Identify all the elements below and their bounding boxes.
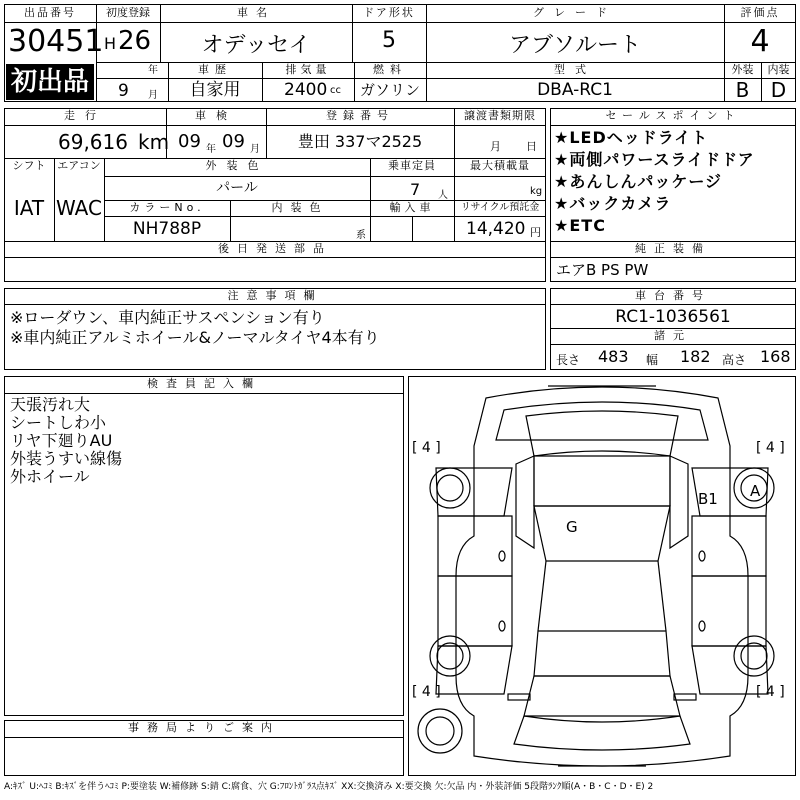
width-label: 幅 xyxy=(646,353,659,367)
specs-label: 諸元 xyxy=(654,329,692,342)
capacity-unit: 人 xyxy=(438,190,448,201)
model: DBA-RC1 xyxy=(537,80,613,100)
inspector-label: 検査員記入欄 xyxy=(147,377,261,390)
sales-points-label: セールスポイント xyxy=(605,109,741,122)
displacement-label: 排気量 xyxy=(285,63,331,76)
mileage-unit: km xyxy=(138,130,170,154)
sales-point-item: ★バックカメラ xyxy=(554,194,672,213)
inspector-line: シートしわ小 xyxy=(10,413,107,432)
aircon: WAC xyxy=(56,196,102,220)
tire-tread-front-left: [ 4 ] xyxy=(412,440,441,456)
tire-tread-rear-left: [ 4 ] xyxy=(412,684,441,700)
note-line: ※ローダウン、車内純正サスペンション有り xyxy=(10,308,325,327)
fuel: ガソリン xyxy=(359,81,420,99)
legend: A:ｷｽﾞ U:ﾍｺﾐ B:ｷｽﾞを伴うﾍｺﾐ P:要塗装 W:補修跡 S:錆 C:腐食、穴 G:ﾌﾛﾝﾄｶﾞﾗｽ点ｷｽﾞ XX:交換済み X:要交換 欠:欠品 内・外装評価 5段階ﾗﾝｸ順(A・B・C・D・E) 2 xyxy=(4,782,654,792)
length-label: 長さ xyxy=(556,353,581,367)
interior-label: 内装 xyxy=(767,63,790,76)
tire-tread-rear-right: [ 4 ] xyxy=(756,684,785,700)
later-parts-label: 後日発送部品 xyxy=(218,242,332,255)
sales-point-item: ★ETC xyxy=(554,216,606,235)
grade: アブソルート xyxy=(508,33,641,58)
interior-color-label: 内装色 xyxy=(271,201,329,214)
exterior-color: パール xyxy=(216,180,258,196)
first-listing-text: 初出品 xyxy=(10,67,89,97)
score: 4 xyxy=(750,24,770,59)
sales-point-item: ★あんしんパッケージ xyxy=(554,172,723,191)
history: 自家用 xyxy=(189,80,241,100)
registration-number-label: 登録番号 xyxy=(326,109,394,122)
chassis-number: RC1-1036561 xyxy=(615,307,731,327)
first-registration-year: 26 xyxy=(118,26,152,56)
color-number-label: カラーNo. xyxy=(129,201,205,214)
inspector-line: 外装うすい線傷 xyxy=(10,449,123,468)
tire-tread-front-right: [ 4 ] xyxy=(756,440,785,456)
inspection-month-unit: 月 xyxy=(250,144,260,155)
damage-mark: B1 xyxy=(698,490,718,508)
damage-mark: A xyxy=(750,482,761,500)
transfer-day-unit: 日 xyxy=(526,140,537,153)
exterior-grade: B xyxy=(735,78,750,102)
car-name: オデッセイ xyxy=(201,33,311,58)
max-load-label: 最大積載量 xyxy=(470,159,530,172)
mileage: 69,616 xyxy=(58,130,128,154)
inspector-line: 外ホイール xyxy=(10,467,90,486)
equipment: エアB PS PW xyxy=(556,261,649,279)
inspector-line: リヤ下廻りAU xyxy=(10,431,113,450)
sales-point-item: ★両側パワースライドドア xyxy=(554,150,755,169)
mileage-label: 走行 xyxy=(64,109,106,122)
door-label: ドア形状 xyxy=(363,6,415,19)
capacity-label: 乗車定員 xyxy=(388,159,436,172)
transfer-month-unit: 月 xyxy=(490,140,501,153)
score-label: 評価点 xyxy=(740,6,780,19)
month-unit: 月 xyxy=(148,90,158,101)
inspection-label: 車検 xyxy=(195,109,237,122)
max-load-unit: kg xyxy=(530,186,543,197)
recycle-label: リサイクル預託金 xyxy=(460,202,540,213)
transfer-deadline-label: 譲渡書類期限 xyxy=(464,109,536,122)
color-number: NH788P xyxy=(132,219,202,239)
displacement: 2400 xyxy=(284,80,328,100)
equipment-label: 純正装備 xyxy=(635,242,711,255)
height-value: 168 xyxy=(760,347,791,366)
import-label: 輸入車 xyxy=(389,201,435,214)
note-line: ※車内純正アルミホイール&ノーマルタイヤ4本有り xyxy=(10,328,380,347)
shift: IAT xyxy=(13,196,45,220)
displacement-unit: cc xyxy=(330,85,341,96)
sales-point-item: ★LEDヘッドライト xyxy=(554,128,709,147)
width-value: 182 xyxy=(680,347,711,366)
lot-number: 30451 xyxy=(8,24,104,59)
first-registration-label: 初度登録 xyxy=(106,6,150,19)
recycle-amount: 14,420 xyxy=(466,219,526,239)
length-value: 483 xyxy=(598,347,629,366)
recycle-unit: 円 xyxy=(530,226,541,239)
exterior-label: 外装 xyxy=(731,63,754,76)
damage-mark: G xyxy=(566,518,578,536)
inspector-line: 天張汚れ大 xyxy=(10,395,91,414)
height-label: 高さ xyxy=(722,353,747,367)
inspection-year: 09 xyxy=(178,131,201,152)
registration-number: 豊田 337マ2525 xyxy=(297,132,423,151)
year-unit: 年 xyxy=(148,65,158,76)
inspection-year-unit: 年 xyxy=(206,144,216,155)
first-registration-month: 9 xyxy=(118,81,129,101)
inspection-month: 09 xyxy=(222,131,245,152)
era: H xyxy=(104,34,117,53)
notes-label: 注意事項欄 xyxy=(227,289,323,302)
exterior-color-label: 外装色 xyxy=(205,159,269,172)
shift-label: シフト xyxy=(12,159,46,172)
grade-label: グレード xyxy=(533,6,617,19)
chassis-number-label: 車台番号 xyxy=(635,289,711,302)
interior-color-unit: 系 xyxy=(356,230,366,241)
model-label: 型式 xyxy=(554,63,596,76)
aircon-label: エアコン xyxy=(57,159,101,172)
office-label: 事務局よりご案内 xyxy=(128,721,280,734)
capacity: 7 xyxy=(410,180,421,199)
interior-grade: D xyxy=(770,78,787,102)
car-diagram xyxy=(408,376,796,776)
fuel-label: 燃料 xyxy=(373,63,407,76)
lot-number-label: 出品番号 xyxy=(24,6,76,19)
doors: 5 xyxy=(382,28,396,53)
history-label: 車歴 xyxy=(198,63,232,76)
car-name-label: 車名 xyxy=(237,6,275,19)
